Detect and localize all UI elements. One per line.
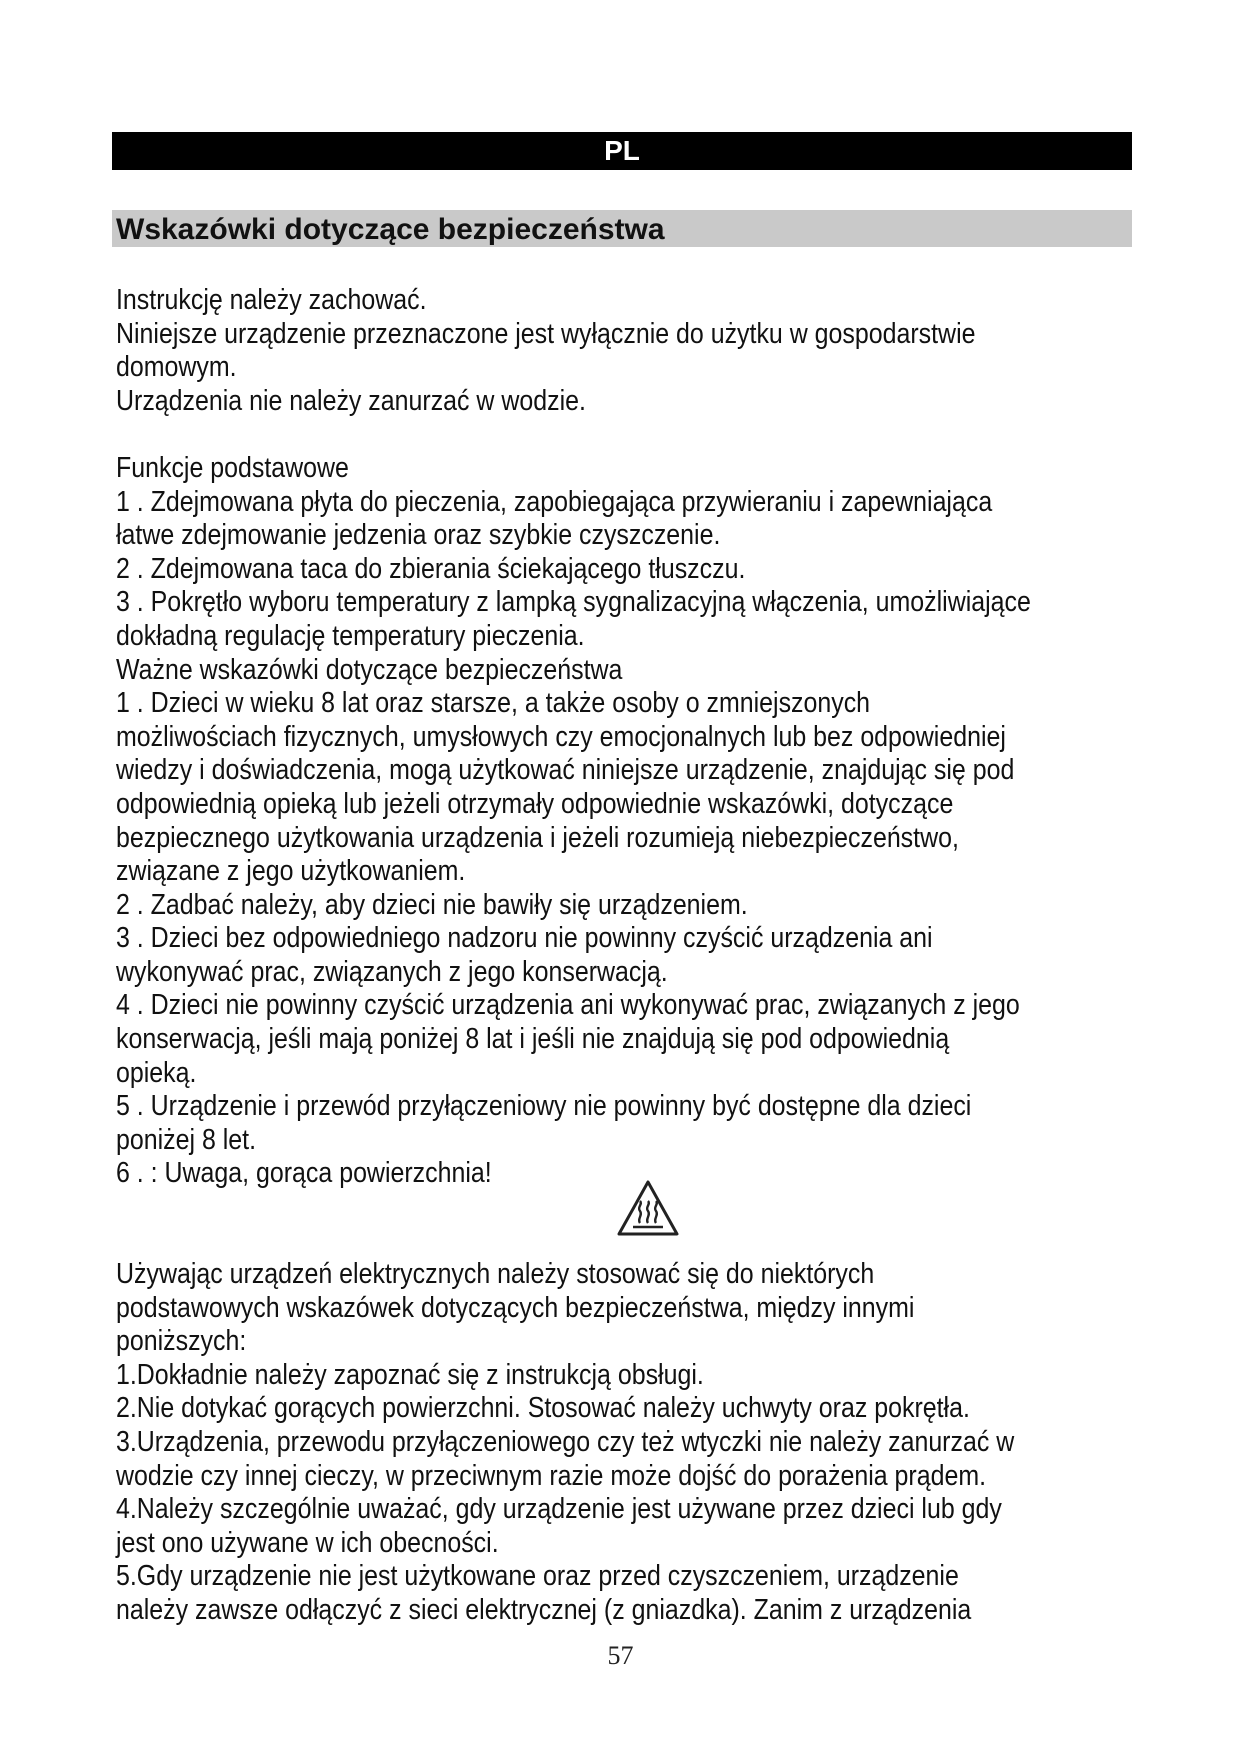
text-line: domowym. xyxy=(116,351,237,384)
text-line: 6 . : Uwaga, gorąca powierzchnia! xyxy=(116,1157,492,1190)
text-line: opieką. xyxy=(116,1056,197,1089)
text-line: 2.Nie dotykać gorących powierzchni. Stosować należy uchwyty oraz pokrętła. xyxy=(116,1392,970,1425)
hot-surface-warning-icon xyxy=(616,1179,680,1237)
text-line: jest ono używane w ich obecności. xyxy=(116,1526,499,1559)
text-line: 5 . Urządzenie i przewód przyłączeniowy nie powinny być dostępne dla dzieci xyxy=(116,1090,972,1123)
text-line: możliwościach fizycznych, umysłowych czy emocjonalnych lub bez odpowiedniej xyxy=(116,720,1006,753)
text-line: 1.Dokładnie należy zapoznać się z instrukcją obsługi. xyxy=(116,1358,704,1391)
text-line: łatwe zdejmowanie jedzenia oraz szybkie czyszczenie. xyxy=(116,519,721,552)
body-text xyxy=(116,284,1146,1628)
subheading-safety: Ważne wskazówki dotyczące bezpieczeństwa xyxy=(116,653,623,686)
text-line: należy zawsze odłączyć z sieci elektrycznej (z gniazdka). Zanim z urządzenia xyxy=(116,1593,972,1626)
paragraph-gap xyxy=(116,418,1146,452)
text-line: Instrukcję należy zachować. xyxy=(116,284,427,316)
text-line: poniżej 8 let. xyxy=(116,1123,257,1156)
text-line: bezpiecznego użytkowania urządzenia i jeżeli rozumieją niebezpieczeństwo, xyxy=(116,821,959,854)
text-line: dokładną regulację temperatury pieczenia. xyxy=(116,619,585,652)
section-title: Wskazówki dotyczące bezpieczeństwa xyxy=(116,213,665,246)
text-line: odpowiednią opieką lub jeżeli otrzymały odpowiednie wskazówki, dotyczące xyxy=(116,787,954,820)
page-number: 57 xyxy=(607,1641,634,1670)
text-line: Używając urządzeń elektrycznych należy stosować się do niektórych xyxy=(116,1258,875,1291)
text-line: 3 . Pokrętło wyboru temperatury z lampką sygnalizacyjną włączenia, umożliwiające xyxy=(116,586,1031,619)
text-line: 1 . Dzieci w wieku 8 lat oraz starsze, a także osoby o zmniejszonych xyxy=(116,687,871,720)
text-line: 3 . Dzieci bez odpowiedniego nadzoru nie powinny czyścić urządzenia ani xyxy=(116,922,933,955)
text-line: 1 . Zdejmowana płyta do pieczenia, zapobiegająca przywieraniu i zapewniająca xyxy=(116,485,993,518)
text-line: podstawowych wskazówek dotyczących bezpieczeństwa, między innymi xyxy=(116,1291,915,1324)
text-line: Urządzenia nie należy zanurzać w wodzie. xyxy=(116,384,586,417)
language-header-bar: PL xyxy=(112,132,1132,170)
text-line: poniższych: xyxy=(116,1325,247,1358)
icon-row xyxy=(116,1191,1146,1258)
text-line: 3.Urządzenia, przewodu przyłączeniowego czy też wtyczki nie należy zanurzać w xyxy=(116,1426,1015,1458)
text-line: związane z jego użytkowaniem. xyxy=(116,855,466,888)
section-header-bar xyxy=(112,210,1132,247)
text-line: 5.Gdy urządzenie nie jest użytkowane oraz przed czyszczeniem, urządzenie xyxy=(116,1560,959,1593)
text-line: 2 . Zdejmowana taca do zbierania ściekającego tłuszczu. xyxy=(116,552,746,585)
text-line: 2 . Zadbać należy, aby dzieci nie bawiły się urządzeniem. xyxy=(116,888,748,921)
subheading-basic-functions: Funkcje podstawowe xyxy=(116,451,349,484)
text-line: wodzie czy innej cieczy, w przeciwnym razie może dojść do porażenia prądem. xyxy=(116,1459,987,1492)
text-line: Niniejsze urządzenie przeznaczone jest wyłącznie do użytku w gospodarstwie xyxy=(116,317,976,350)
text-line: 4 . Dzieci nie powinny czyścić urządzenia ani wykonywać prac, związanych z jego xyxy=(116,989,1020,1022)
text-line: 4.Należy szczególnie uważać, gdy urządzenie jest używane przez dzieci lub gdy xyxy=(116,1493,1002,1526)
text-line: konserwacją, jeśli mają poniżej 8 lat i jeśli nie znajdują się pod odpowiednią xyxy=(116,1023,950,1056)
text-line: wiedzy i doświadczenia, mogą użytkować niniejsze urządzenie, znajdując się pod xyxy=(116,754,1015,787)
text-line: wykonywać prac, związanych z jego konserwacją. xyxy=(116,955,668,988)
